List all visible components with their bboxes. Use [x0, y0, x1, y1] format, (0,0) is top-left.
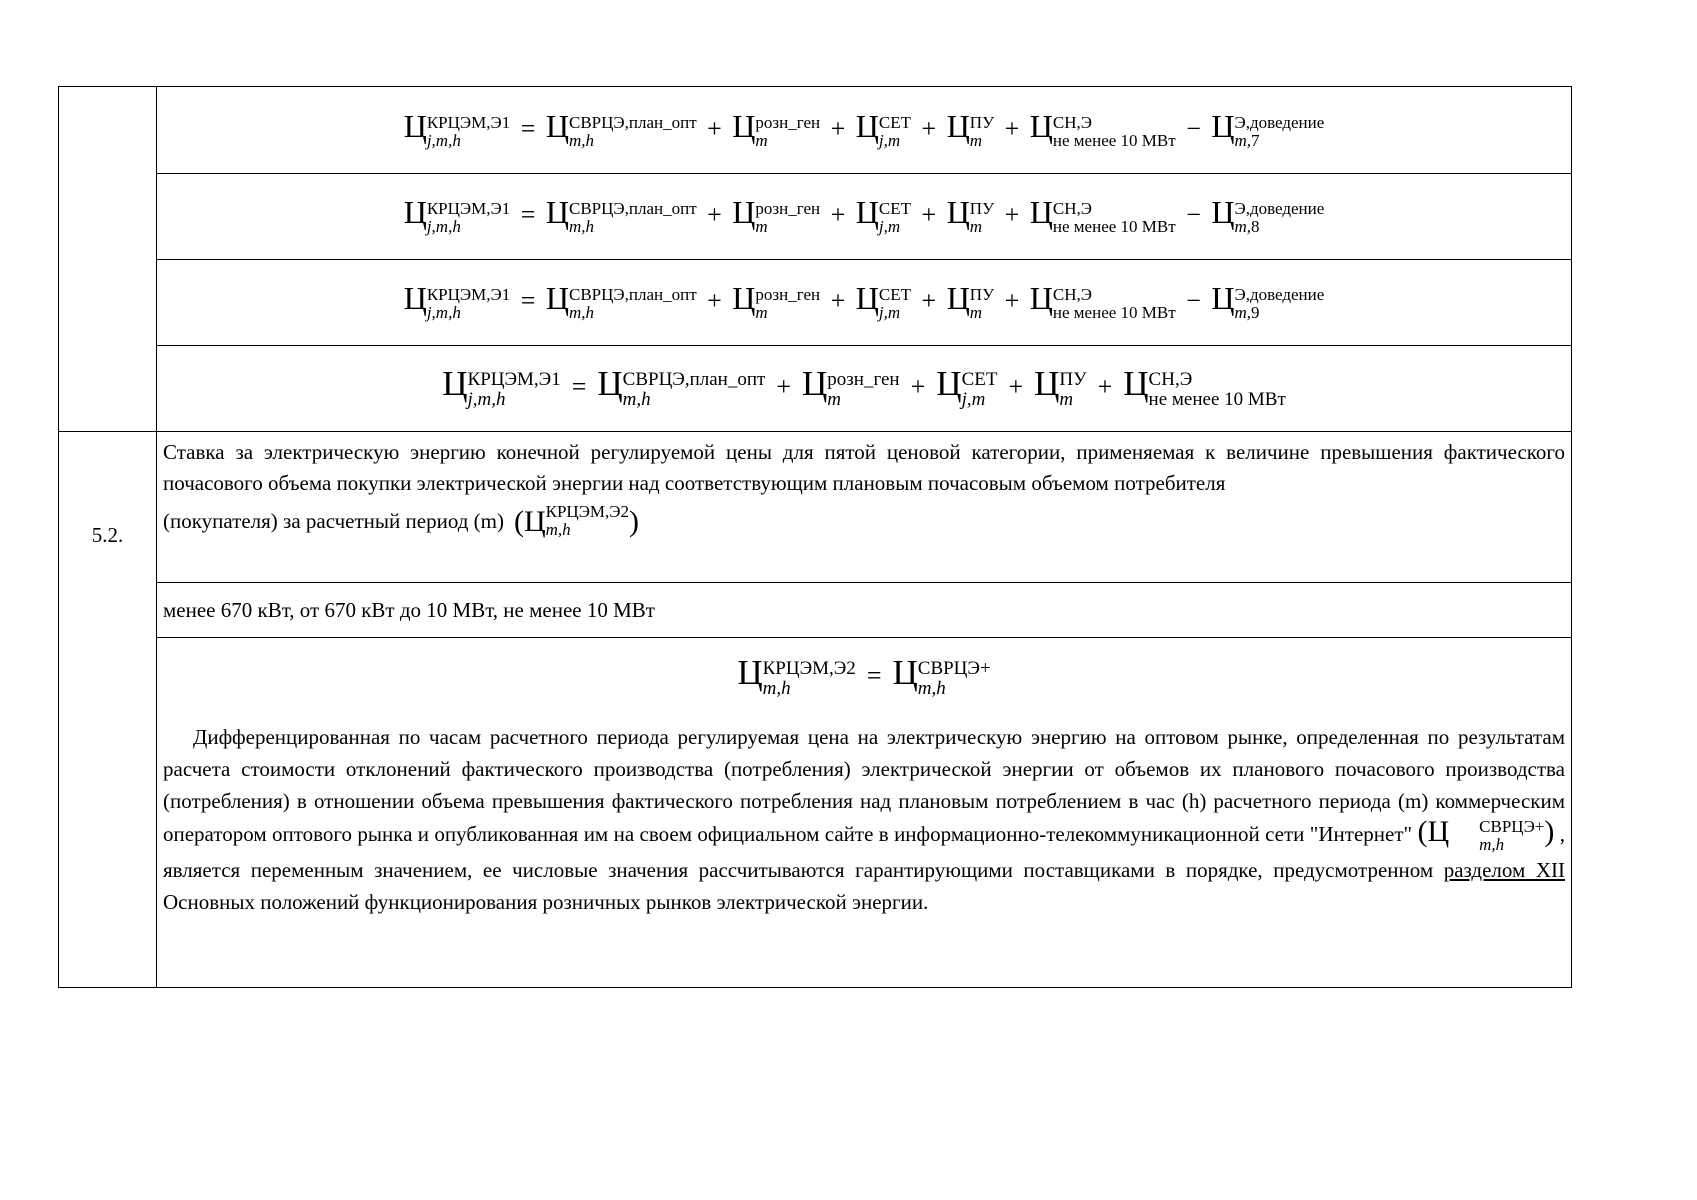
formula-e2: Ц КРЦЭМ,Э2 m,h = Ц СВРЦЭ+ m,h	[737, 653, 991, 699]
formula: Ц КРЦЭМ,Э1 j,m,h = Ц СВРЦЭ,план_опт m,h + Ц розн_ген m + Ц СЕТ j,m + Ц ПУ m + Ц СН,Э не менее 10 МВт − Ц Э,доведение m,9	[403, 280, 1325, 322]
e2-cell	[157, 647, 1571, 987]
formula-row-8	[157, 173, 1571, 259]
krcem-e2-symbol: КРЦЭМ,Э2 m,h	[545, 502, 630, 539]
tariff-table	[58, 86, 1572, 988]
section-xii-link[interactable]: разделом XII	[1443, 858, 1565, 883]
row-divider	[157, 637, 1571, 638]
formula: Ц КРЦЭМ,Э1 j,m,h = Ц СВРЦЭ,план_опт m,h + Ц розн_ген m + Ц СЕТ j,m + Ц ПУ m + Ц СН,Э не менее 10 МВт	[442, 364, 1286, 410]
formula-row-base	[157, 345, 1571, 431]
description-cell	[157, 437, 1571, 582]
description-tail-line: (покупателя) за расчетный период (m) ( Ц КРЦЭМ,Э2 m,h )	[163, 502, 640, 539]
row-divider	[59, 431, 1571, 432]
formula: Ц КРЦЭМ,Э1 j,m,h = Ц СВРЦЭ,план_опт m,h + Ц розн_ген m + Ц СЕТ j,m + Ц ПУ m + Ц СН,Э не менее 10 МВт − Ц Э,доведение m,7	[403, 108, 1325, 150]
formula-row-9	[157, 259, 1571, 345]
row-divider	[157, 582, 1571, 583]
row-number: 5.2.	[91, 523, 124, 547]
definition-paragraph: Дифференцированная по часам расчетного периода регулируемая цена на электрическую энергию на оптовом рынке, определенная по результатам расчета стоимости отклонений фактического производства (потребления) электрической энергии от объемов их планового почасового производства (потребления) в отношении объема превышения фактического потребления над плановым потреблением в час (h) расчетного периода (m) коммерческим оператором оптового рынка и опубликованная им на своем официальном сайте в информационно-телекоммуникационной сети "Интернет" (Ц СВРЦЭ+ m,h ) , является переменным значением, ее числовые значения рассчитываются гарантирующими поставщиками в порядке, предусмотренном разделом XII Основных положений функционирования розничных рынков электрической энергии.	[163, 725, 1566, 915]
capacity-ranges-cell	[157, 584, 1571, 637]
formula-row-7	[157, 87, 1571, 173]
capacity-ranges: менее 670 кВт, от 670 кВт до 10 МВт, не менее 10 МВт	[163, 598, 655, 622]
svrce-plus-symbol: (Ц СВРЦЭ+ m,h )	[1417, 815, 1555, 855]
description-tail: (покупателя) за расчетный период (m)	[163, 508, 504, 533]
formula: Ц КРЦЭМ,Э1 j,m,h = Ц СВРЦЭ,план_опт m,h + Ц розн_ген m + Ц СЕТ j,m + Ц ПУ m + Ц СН,Э не менее 10 МВт − Ц Э,доведение m,8	[403, 194, 1325, 236]
description-text: Ставка за электрическую энергию конечной регулируемой цены для пятой ценовой категории, применяемая к величине превышения фактического почасового объема покупки электрической энергии над соответствующим плановым почасовым объемом потребителя	[163, 440, 1565, 495]
